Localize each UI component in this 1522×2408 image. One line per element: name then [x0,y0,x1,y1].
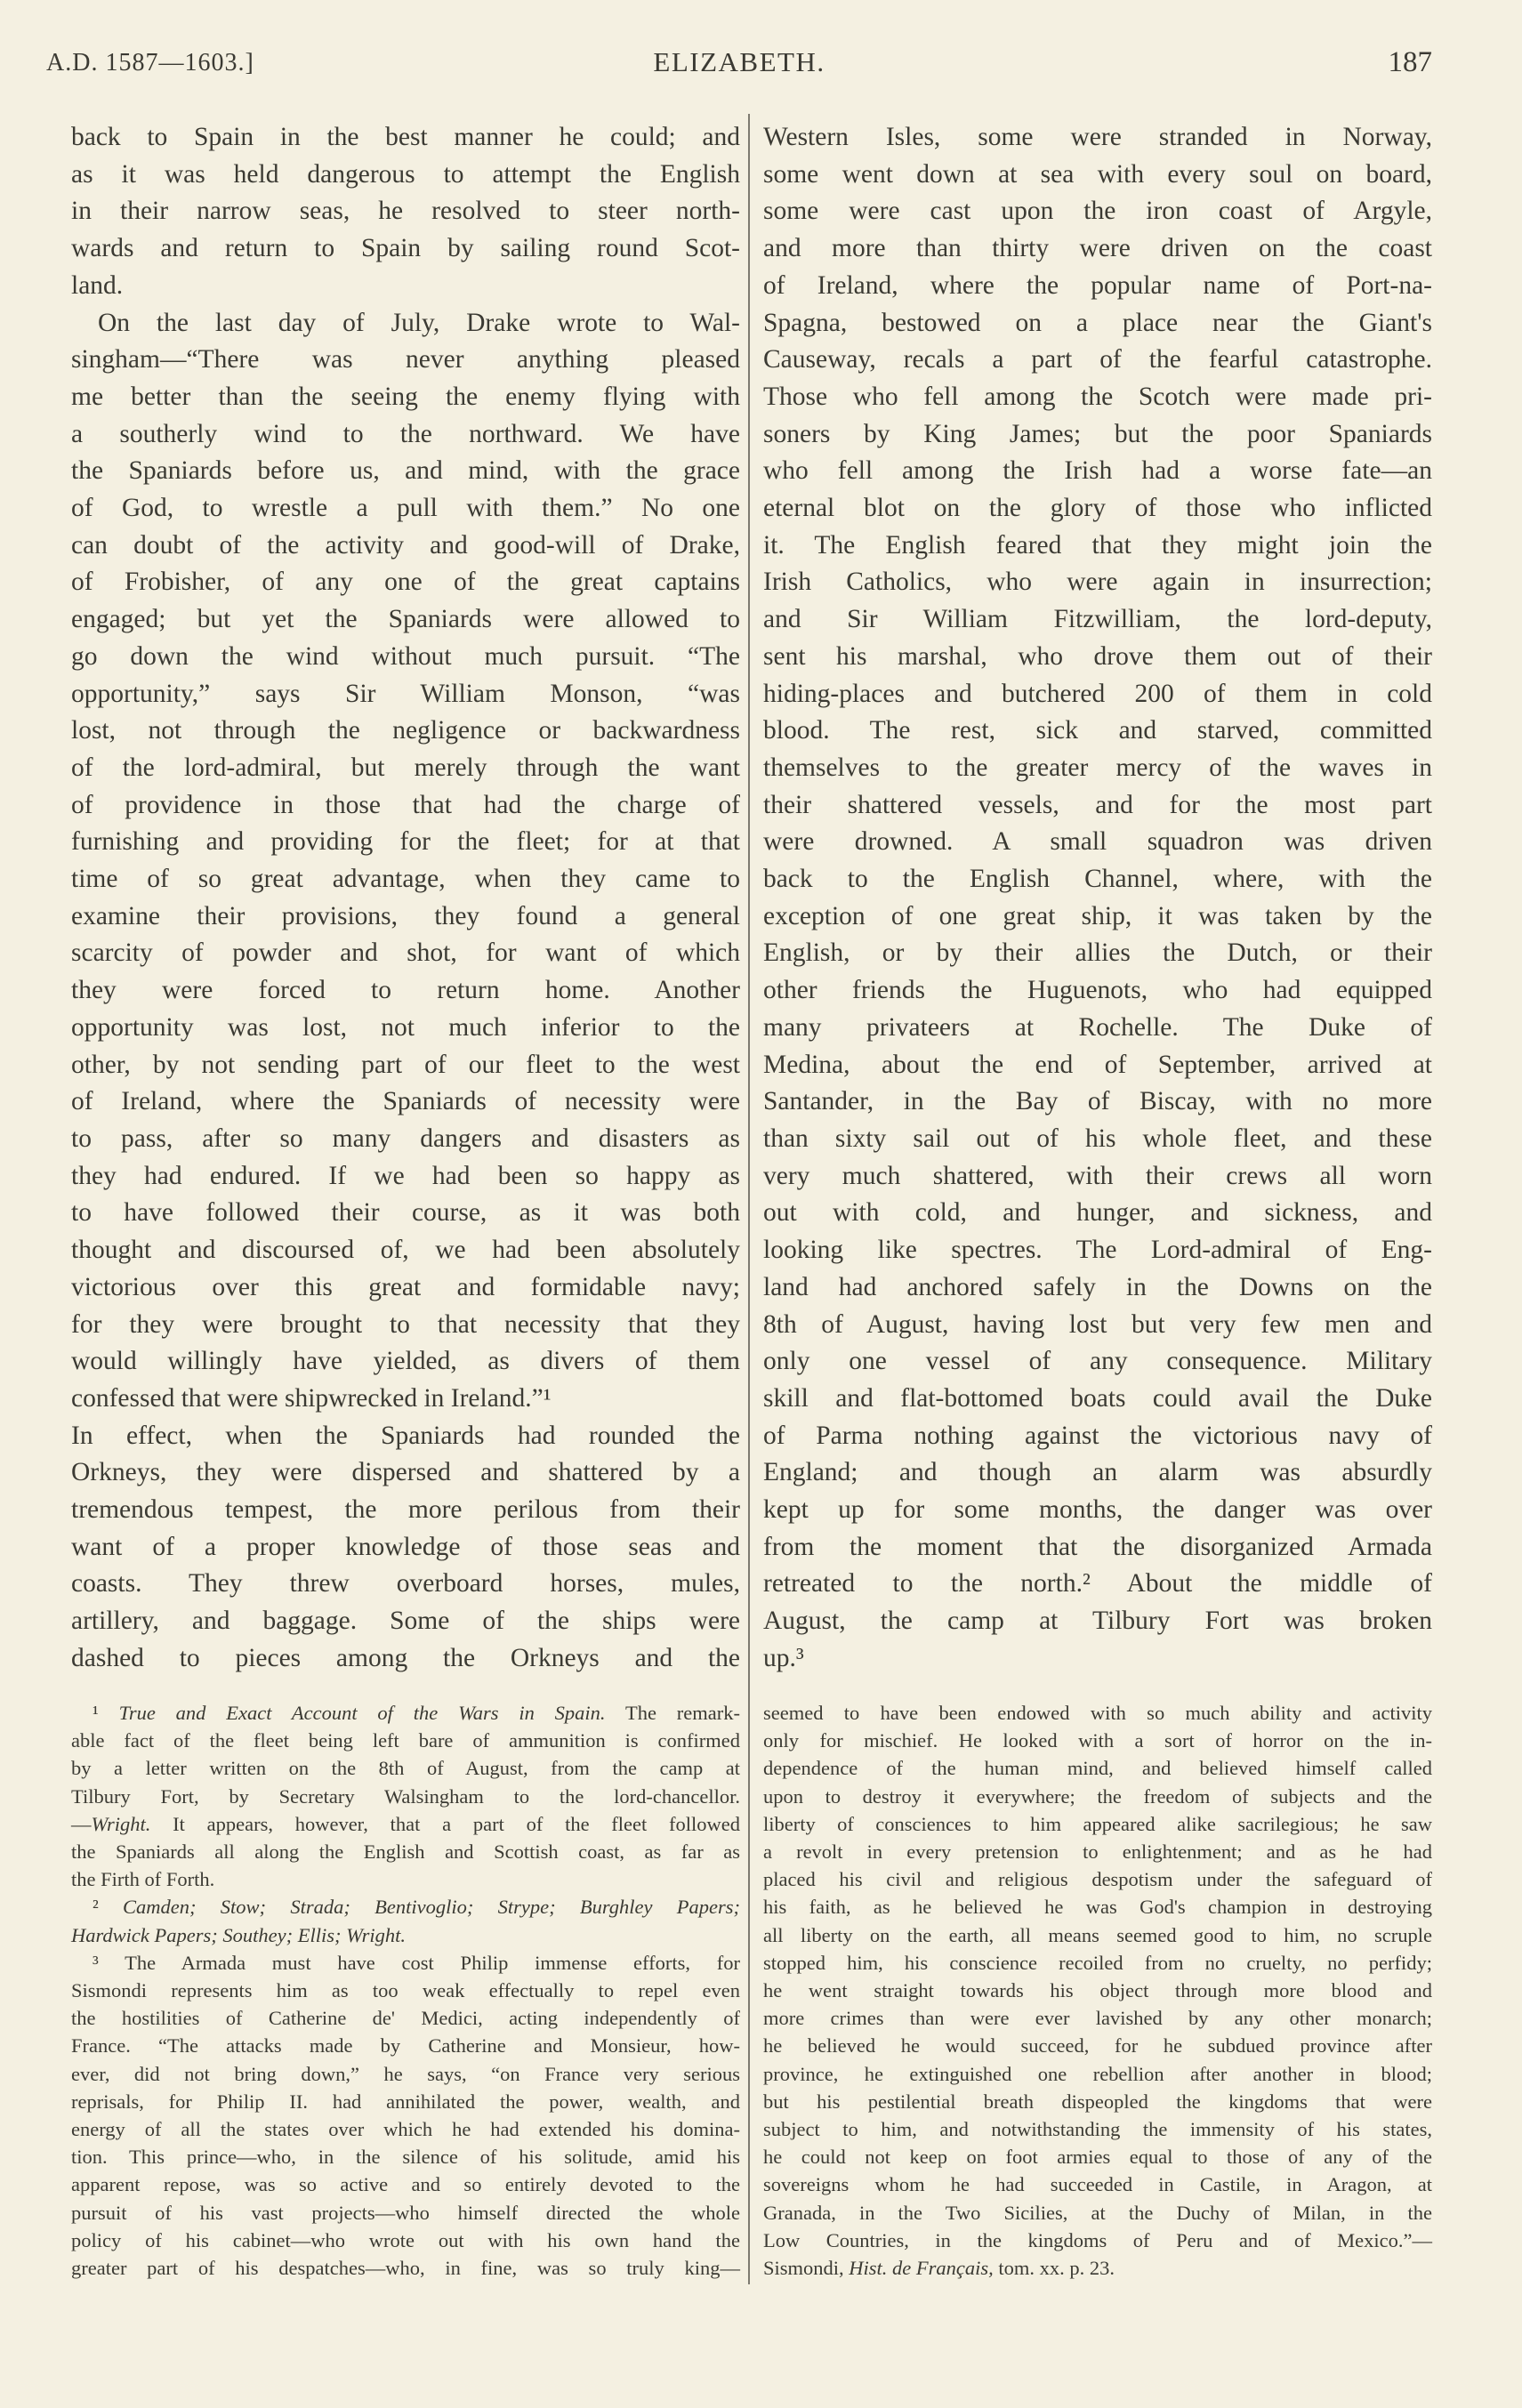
text-segment: very much shattered, with their crews all worn [763,1161,1432,1190]
main-text-right-column [763,119,1432,1678]
text-segment: opportunity was lost, not much inferior to the [71,1012,740,1042]
text-line [763,157,1432,194]
text-line [763,2143,1432,2170]
text-line [763,416,1432,454]
text-line [763,2254,1432,2282]
text-segment: Irish Catholics, who were again in insurrection; [763,568,1432,597]
text-segment: land. [71,270,124,300]
text-segment: opportunity,” says Sir William Monson, “was [71,679,740,708]
text-line [763,898,1432,936]
text-segment: he went straight towards his object through more blood and [763,1979,1432,2002]
page-number: 187 [1388,46,1432,78]
text-line [763,1603,1432,1640]
text-segment: examine their provisions, they found a general [71,901,740,930]
text-segment: some were cast upon the iron coast of Argyle, [763,197,1432,226]
text-segment: who fell among the Irish had a worse fate—an [763,456,1432,486]
text-line [71,1566,740,1603]
text-line [71,1529,740,1566]
text-segment: lost, not through the negligence or backwardness [71,716,740,745]
text-line [763,1977,1432,2004]
text-line [763,1454,1432,1492]
text-segment: of Ireland, where the Spaniards of necessity were [71,1087,740,1116]
text-line [71,1893,740,1921]
text-segment: the Firth of Forth. [71,1868,215,1891]
text-segment: ¹ [93,1702,119,1724]
text-line [71,2227,740,2254]
text-line [763,528,1432,565]
text-segment: Those who fell among the Scotch were made pri- [763,382,1432,411]
text-line [763,2199,1432,2227]
text-segment: seemed to have been endowed with so much ability and activity [763,1702,1432,1724]
text-segment: than sixty sail out of his whole fleet, and these [763,1123,1432,1153]
text-line [763,379,1432,416]
text-line [763,193,1432,230]
text-segment: in their narrow seas, he resolved to steer north- [71,197,740,226]
text-line [763,1418,1432,1455]
text-segment: apparent repose, was so active and so entirely devoted to the [71,2173,740,2196]
text-segment: policy of his cabinet—who wrote out with his own hand the [71,2228,740,2251]
text-segment: only one vessel of any consequence. Military [763,1347,1432,1376]
text-line [71,1865,740,1893]
text-segment: In effect, when the Spaniards had rounded the [71,1421,740,1450]
text-line [71,787,740,825]
text-segment: want of a proper knowledge of those seas and [71,1532,740,1561]
text-line [71,1195,740,1232]
text-segment: Low Countries, in the kingdoms of Peru and of Mexico.”— [763,2228,1432,2251]
text-line [763,1783,1432,1810]
text-segment: Sismondi, [763,2257,850,2280]
text-segment: It appears, however, that a part of the fleet followed [150,1812,740,1835]
text-segment: subject to him, and notwithstanding the immensity of his states, [763,2118,1432,2141]
text-line [763,342,1432,379]
running-header [46,46,1432,85]
text-line [763,2088,1432,2115]
text-line [71,1810,740,1838]
text-line [71,2032,740,2059]
text-segment: blood. The rest, sick and starved, committed [763,716,1432,745]
text-line [71,713,740,750]
text-line [763,713,1432,750]
text-line [71,1603,740,1640]
footnotes-left-column [71,1699,740,2282]
text-segment: of providence in those that had the charge of [71,790,740,819]
text-segment: ³ The Armada must have cost Philip immense efforts, for [93,1951,740,1974]
text-line [71,157,740,194]
text-segment: coasts. They threw overboard horses, mules, [71,1569,740,1599]
text-segment: only for mischief. He looked with a sort of horror on the in- [763,1729,1432,1752]
text-line [71,416,740,454]
text-line [71,453,740,490]
text-line [71,1492,740,1529]
text-line [71,1640,740,1678]
text-line [763,1492,1432,1529]
text-line [71,1121,740,1158]
column-divider [748,114,750,2284]
text-line [71,1699,740,1727]
text-segment: Orkneys, they were dispersed and shattered by a [71,1458,740,1487]
text-segment: 8th of August, having lost but very few men and [763,1309,1432,1339]
italic-segment: True and Exact Account of the Wars in Spain. [118,1702,606,1724]
text-line [71,1418,740,1455]
text-line [71,898,740,936]
text-line [763,1566,1432,1603]
text-line [763,1047,1432,1084]
text-segment: skill and flat-bottomed boats could avail the Duke [763,1383,1432,1413]
text-segment: tion. This prince—who, in the silence of his solitude, amid his [71,2146,740,2169]
text-line [71,119,740,157]
text-line [71,1158,740,1196]
text-segment: to pass, after so many dangers and disasters as [71,1123,740,1153]
text-segment: engaged; but yet the Spaniards were allowed to [71,605,740,634]
text-segment: sent his marshal, who drove them out of their [763,641,1432,671]
text-segment: energy of all the states over which he had extended his domina- [71,2118,740,2141]
text-line [71,2143,740,2170]
text-line [763,1727,1432,1754]
text-segment: time of so great advantage, when they came to [71,865,740,894]
text-line [71,2004,740,2032]
text-segment: wards and return to Spain by sailing round Scot- [71,234,740,263]
text-line [763,1381,1432,1418]
text-line [763,824,1432,861]
text-line [71,2170,740,2198]
text-line [763,1307,1432,1344]
text-line [763,1640,1432,1678]
text-segment: the hostilities of Catherine de' Medici, acting independently of [71,2007,740,2030]
text-line [763,490,1432,528]
text-line [763,1232,1432,1269]
text-segment: up.³ [763,1643,804,1672]
text-line [763,1838,1432,1865]
text-segment: would willingly have yielded, as divers of them [71,1347,740,1376]
text-segment: thought and discoursed of, we had been absolutely [71,1236,740,1265]
italic-segment: Hist. de Français, [849,2257,994,2280]
text-segment: their shattered vessels, and for the most part [763,790,1432,819]
text-segment: and Sir William Fitzwilliam, the lord-deputy, [763,605,1432,634]
text-segment: as it was held dangerous to attempt the English [71,159,740,189]
text-segment: by a letter written on the 8th of August, from the camp at [71,1757,740,1780]
text-line [71,342,740,379]
text-line [71,2060,740,2088]
text-segment: he believed he would succeed, for he subdued province after [763,2034,1432,2058]
text-line [71,972,740,1010]
text-line [763,2227,1432,2254]
text-segment: exception of one great ship, it was taken by the [763,901,1432,930]
text-line [71,1454,740,1492]
text-line [71,1232,740,1269]
text-line [71,268,740,305]
text-segment: can doubt of the activity and good-will of Drake, [71,530,740,560]
text-segment: singham—“There was never anything pleased [71,345,740,374]
text-line [763,972,1432,1010]
text-line [763,1121,1432,1158]
text-segment: back to the English Channel, where, with the [763,865,1432,894]
text-line [763,2115,1432,2143]
text-segment: The remark- [605,1702,740,1724]
text-segment: sovereigns whom he had succeeded in Castile, in Aragon, at [763,2173,1432,2196]
text-segment: land had anchored safely in the Downs on the [763,1272,1432,1301]
text-line [763,2032,1432,2059]
text-segment: of Ireland, where the popular name of Port-na- [763,270,1432,300]
text-line [71,490,740,528]
text-line [71,1838,740,1865]
text-segment: tremendous tempest, the more perilous from their [71,1495,740,1525]
text-segment: artillery, and baggage. Some of the ships were [71,1607,740,1636]
text-line [763,119,1432,157]
text-line [763,1083,1432,1121]
header-date-range: A.D. 1587—1603.] [46,49,254,77]
text-line [71,824,740,861]
text-segment: out with cold, and hunger, and sickness, and [763,1198,1432,1228]
text-line [763,750,1432,787]
text-segment: stopped him, his conscience recoiled from no cruelty, no perfidy; [763,1951,1432,1974]
text-line [763,1529,1432,1566]
text-segment: Tilbury Fort, by Secretary Walsingham to the lord-chancellor. [71,1784,740,1808]
text-segment: able fact of the fleet being left bare of ammunition is confirmed [71,1729,740,1752]
text-line [71,1949,740,1977]
text-line [71,601,740,639]
text-line [71,1381,740,1418]
text-segment: a revolt in every pretension to enlightenment; and as he had [763,1840,1432,1864]
text-line [763,2004,1432,2032]
text-line [71,230,740,268]
text-segment: scarcity of powder and shot, for want of which [71,938,740,968]
text-segment: from the moment that the disorganized Armada [763,1532,1432,1561]
text-line [763,787,1432,825]
text-line [71,676,740,713]
text-segment: and more than thirty were driven on the coast [763,234,1432,263]
text-segment: themselves to the greater mercy of the waves in [763,753,1432,782]
text-segment: France. “The attacks made by Catherine and Monsieur, how- [71,2034,740,2058]
text-line [71,639,740,676]
text-line [71,1269,740,1307]
text-segment: all liberty on the earth, all means seemed good to him, no scruple [763,1923,1432,1946]
text-segment: a southerly wind to the northward. We have [71,419,740,448]
text-segment: tom. xx. p. 23. [993,2257,1115,2280]
text-segment: Spagna, bestowed on a place near the Giant's [763,308,1432,337]
text-segment: the Spaniards before us, and mind, with the grace [71,456,740,486]
text-line [763,676,1432,713]
text-segment: some went down at sea with every soul on board, [763,159,1432,189]
text-line [763,1699,1432,1727]
text-segment: the Spaniards all along the English and Scottish coast, as far as [71,1840,740,1864]
text-segment: of Frobisher, of any one of the great captains [71,568,740,597]
text-line [763,935,1432,972]
text-line [71,2115,740,2143]
text-segment: go down the wind without much pursuit. “The [71,641,740,671]
text-line [763,305,1432,342]
text-segment: Medina, about the end of September, arrived at [763,1050,1432,1079]
text-line [71,305,740,342]
text-line [763,1158,1432,1196]
text-segment: dependence of the human mind, and believed himself called [763,1757,1432,1780]
text-line [763,639,1432,676]
text-line [763,2170,1432,2198]
italic-segment: Wright. [91,1812,151,1835]
text-segment: Granada, in the Two Sicilies, at the Duchy of Milan, in the [763,2201,1432,2224]
text-segment: Western Isles, some were stranded in Norway, [763,123,1432,151]
text-segment: many privateers at Rochelle. The Duke of [763,1012,1432,1042]
text-segment: — [71,1812,92,1835]
text-segment: kept up for some months, the danger was over [763,1495,1432,1525]
header-title: ELIZABETH. [653,46,825,77]
text-line [763,601,1432,639]
text-segment: they were forced to return home. Another [71,976,740,1005]
text-line [71,1783,740,1810]
text-line [71,2199,740,2227]
text-segment: of Parma nothing against the victorious navy of [763,1421,1432,1450]
text-line [71,750,740,787]
text-line [71,1083,740,1121]
text-line [71,379,740,416]
text-line [71,1921,740,1949]
footnotes-right-column [763,1699,1432,2282]
text-segment: Santander, in the Bay of Biscay, with no more [763,1087,1432,1116]
text-segment: pursuit of his vast projects—who himself directed the whole [71,2201,740,2224]
text-segment: were drowned. A small squadron was driven [763,827,1432,857]
text-line [763,453,1432,490]
text-segment: hiding-places and butchered 200 of them in cold [763,679,1432,708]
text-line [71,1754,740,1782]
italic-segment: Camden; Stow; Strada; Bentivoglio; Strype; Burghley Papers; [123,1896,740,1919]
text-segment: of the lord-admiral, but merely through the want [71,753,740,782]
text-segment: they had endured. If we had been so happy as [71,1161,740,1190]
text-line [71,2254,740,2282]
text-segment: me better than the seeing the enemy flying with [71,382,740,411]
text-segment: placed his civil and religious despotism under the safeguard of [763,1868,1432,1891]
text-line [71,935,740,972]
text-line [763,2060,1432,2088]
text-segment: but his pestilential breath dispeopled the kingdoms that were [763,2090,1432,2113]
text-segment: ever, did not bring down,” he says, “on France very serious [71,2062,740,2085]
text-segment: upon to destroy it everywhere; the freedom of subjects and the [763,1784,1432,1808]
text-segment: liberty of consciences to him appeared alike sacrilegious; he saw [763,1812,1432,1835]
main-text-left-column [71,119,740,1678]
text-line [71,1307,740,1344]
text-segment: victorious over this great and formidable navy; [71,1272,740,1301]
text-segment: August, the camp at Tilbury Fort was broken [763,1607,1432,1636]
text-segment: retreated to the north.² About the middle of [763,1569,1432,1599]
text-line [71,1010,740,1047]
text-segment: ² [93,1896,124,1919]
text-line [763,1949,1432,1977]
text-segment: back to Spain in the best manner he could; and [71,123,740,151]
text-line [71,2088,740,2115]
text-segment: of God, to wrestle a pull with them.” No one [71,494,740,523]
text-segment: English, or by their allies the Dutch, or their [763,938,1432,968]
text-line [763,1810,1432,1838]
text-line [763,1269,1432,1307]
text-segment: it. The English feared that they might join the [763,530,1432,560]
text-segment: confessed that were shipwrecked in Ireland.”¹ [71,1383,552,1413]
text-segment: looking like spectres. The Lord-admiral of Eng- [763,1236,1432,1265]
text-line [763,1010,1432,1047]
text-line [71,1343,740,1381]
text-line [763,1921,1432,1949]
italic-segment: Hardwick Papers; Southey; Ellis; Wright. [71,1923,406,1946]
text-line [763,1343,1432,1381]
text-line [71,564,740,601]
text-segment: eternal blot on the glory of those who inflicted [763,494,1432,523]
text-segment: for they were brought to that necessity that they [71,1309,740,1339]
text-segment: reprisals, for Philip II. had annihilated the power, wealth, and [71,2090,740,2113]
text-line [763,564,1432,601]
text-segment: furnishing and providing for the fleet; for at that [71,827,740,857]
text-segment: England; and though an alarm was absurdly [763,1458,1432,1487]
text-segment: On the last day of July, Drake wrote to Wal- [98,308,740,337]
text-segment: other friends the Huguenots, who had equipped [763,976,1432,1005]
text-line [763,1865,1432,1893]
text-segment: his faith, as he believed he was God's champion in destroying [763,1896,1432,1919]
text-segment: dashed to pieces among the Orkneys and the [71,1643,740,1672]
text-line [763,1754,1432,1782]
text-segment: to have followed their course, as it was both [71,1198,740,1228]
text-line [71,528,740,565]
text-line [71,193,740,230]
text-segment: soners by King James; but the poor Spaniards [763,419,1432,448]
text-segment: more crimes than were ever lavished by any other monarch; [763,2007,1432,2030]
text-line [763,230,1432,268]
text-segment: greater part of his despatches—who, in fine, was so truly king— [71,2257,740,2280]
text-line [71,1977,740,2004]
text-line [763,861,1432,898]
text-segment: Sismondi represents him as too weak effectually to repel even [71,1979,740,2002]
text-line [763,1893,1432,1921]
text-line [763,268,1432,305]
text-segment: other, by not sending part of our fleet to the west [71,1050,740,1079]
text-line [71,1047,740,1084]
text-segment: Causeway, recals a part of the fearful catastrophe. [763,345,1432,374]
text-line [71,1727,740,1754]
text-line [71,861,740,898]
text-segment: he could not keep on foot armies equal to those of any of the [763,2146,1432,2169]
text-segment: province, he extinguished one rebellion after another in blood; [763,2062,1432,2085]
text-line [763,1195,1432,1232]
